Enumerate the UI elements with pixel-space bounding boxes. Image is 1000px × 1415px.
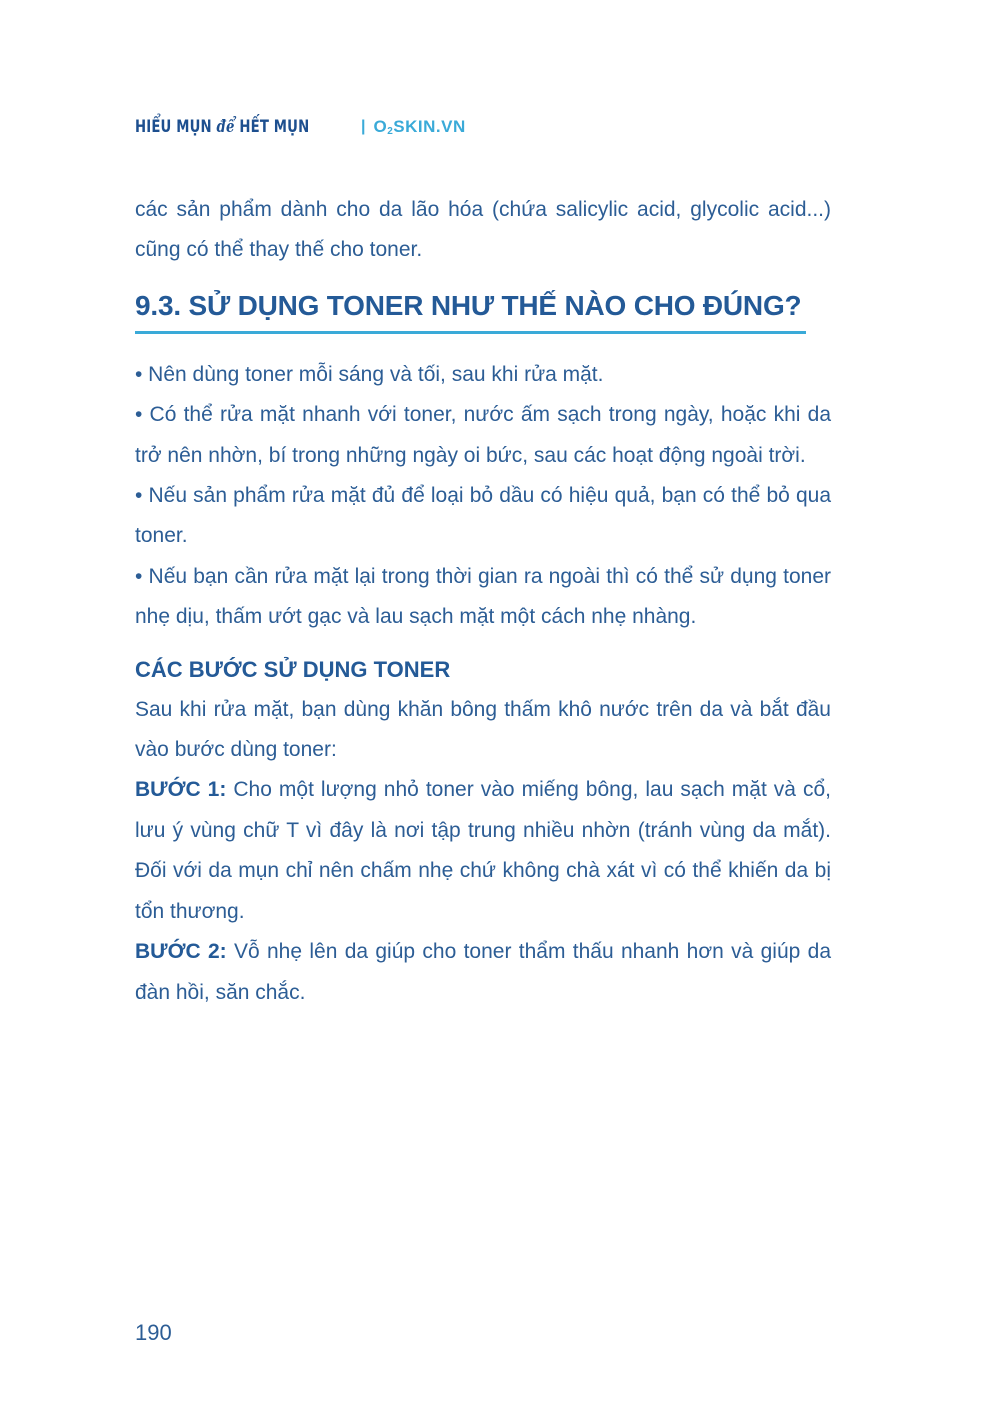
- step-text: Cho một lượng nhỏ toner vào miếng bông, lau sạch mặt và cổ, lưu ý vùng chữ T vì đây là nơi tập trung nhiều nhờn (tránh vùng da mắt). Đối với da mụn chỉ nên chấm nhẹ chứ không chà xát vì có thể khiến da bị tổn thương.: [135, 778, 831, 923]
- step-label: BƯỚC 1:: [135, 778, 227, 802]
- site-name: $O_2SKIN.VN$: [373, 117, 466, 137]
- page-number: 190: [135, 1320, 172, 1345]
- step-paragraph: [135, 770, 831, 932]
- book-title: HIỂU MỤN để HẾT MỤN: [135, 117, 310, 137]
- section-title-underline: [135, 331, 806, 334]
- bullet-list: [135, 355, 831, 638]
- bullet-item: • Nếu sản phẩm rửa mặt đủ để loại bỏ dầu có hiệu quả, bạn có thể bỏ qua toner.: [135, 484, 831, 548]
- section-title: 9.3. SỬ DỤNG TONER NHƯ THẾ NÀO CHO ĐÚNG?: [135, 289, 802, 321]
- page-body: [135, 190, 831, 1013]
- step-paragraph: [135, 932, 831, 1013]
- bullet-item: • Nên dùng toner mỗi sáng và tối, sau khi rửa mặt.: [135, 362, 604, 386]
- bullet-item: • Có thể rửa mặt nhanh với toner, nước ấm sạch trong ngày, hoặc khi da trở nên nhờn, bí trong những ngày oi bức, sau các hoạt động ngoài trời.: [135, 403, 831, 467]
- step-text: Vỗ nhẹ lên da giúp cho toner thẩm thấu nhanh hơn và giúp da đàn hồi, săn chắc.: [135, 940, 831, 1004]
- running-header: [135, 114, 466, 140]
- steps-intro: Sau khi rửa mặt, bạn dùng khăn bông thấm khô nước trên da và bắt đầu vào bước dùng toner:: [135, 697, 831, 762]
- header-separator: |: [361, 118, 366, 135]
- step-label: BƯỚC 2:: [135, 940, 227, 964]
- intro-paragraph: các sản phẩm dành cho da lão hóa (chứa salicylic acid, glycolic acid...) cũng có thể thay thế cho toner.: [135, 198, 831, 262]
- bullet-item: • Nếu bạn cần rửa mặt lại trong thời gian ra ngoài thì có thể sử dụng toner nhẹ dịu, thấm ướt gạc và lau sạch mặt một cách nhẹ nhàng.: [135, 564, 831, 629]
- subheading: CÁC BƯỚC SỬ DỤNG TONER: [135, 656, 451, 682]
